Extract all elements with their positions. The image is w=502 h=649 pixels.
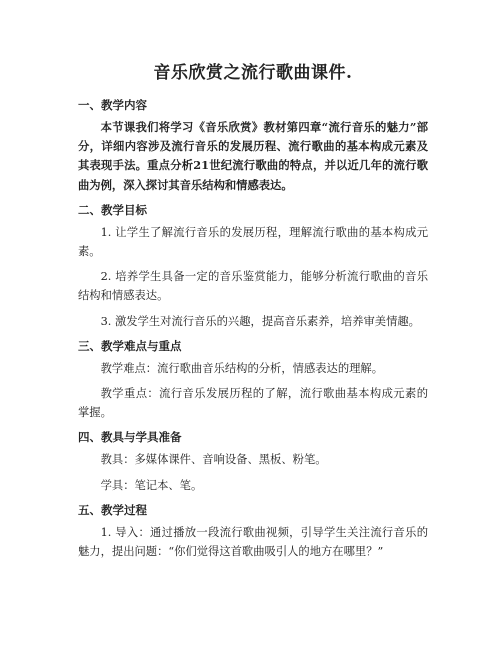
section-3-paragraph-2: 教学重点：流行音乐发展历程的了解，流行歌曲基本构成元素的掌握。 — [78, 387, 428, 420]
section-heading-1: 一、教学内容 — [78, 98, 147, 112]
section-2-paragraph-2: 2. 培养学生具备一定的音乐鉴赏能力，能够分析流行歌曲的音乐结构和情感表达。 — [78, 270, 428, 303]
section-3-paragraph-1: 教学难点：流行歌曲音乐结构的分析，情感表达的理解。 — [100, 361, 384, 375]
section-2-paragraph-3: 3. 激发学生对流行音乐的兴趣，提高音乐素养，培养审美情趣。 — [100, 314, 420, 328]
section-4-paragraph-1: 教具：多媒体课件、音响设备、黑板、粉笔。 — [100, 453, 327, 467]
section-heading-4: 四、教具与学具准备 — [78, 430, 182, 445]
section-heading-2: 二、教学目标 — [78, 202, 147, 217]
document-title: 音乐欣赏之流行歌曲课件. — [153, 63, 353, 83]
section-4-paragraph-2: 学具：笔记本、笔。 — [100, 478, 203, 492]
section-5-paragraph-1: 1. 导入：通过播放一段流行歌曲视频，引导学生关注流行音乐的魅力，提出问题：“你们觉得这首歌曲吸引人的地方在哪里？” — [78, 525, 428, 559]
section-heading-5: 五、教学过程 — [78, 502, 147, 517]
section-heading-3: 三、教学难点与重点 — [78, 338, 182, 353]
section-1-paragraph-1: 本节课我们将学习《音乐欣赏》教材第四章“流行音乐的魅力”部分，详细内容涉及流行音乐的发展历程、流行歌曲的基本构成元素及其表现手法。重点分析21世纪流行歌曲的特点，并以近几年的流行歌曲为例，深入探讨其音乐结构和情感表达。 — [78, 120, 428, 192]
section-2-paragraph-1: 1. 让学生了解流行音乐的发展历程，理解流行歌曲的基本构成元素。 — [78, 225, 428, 259]
